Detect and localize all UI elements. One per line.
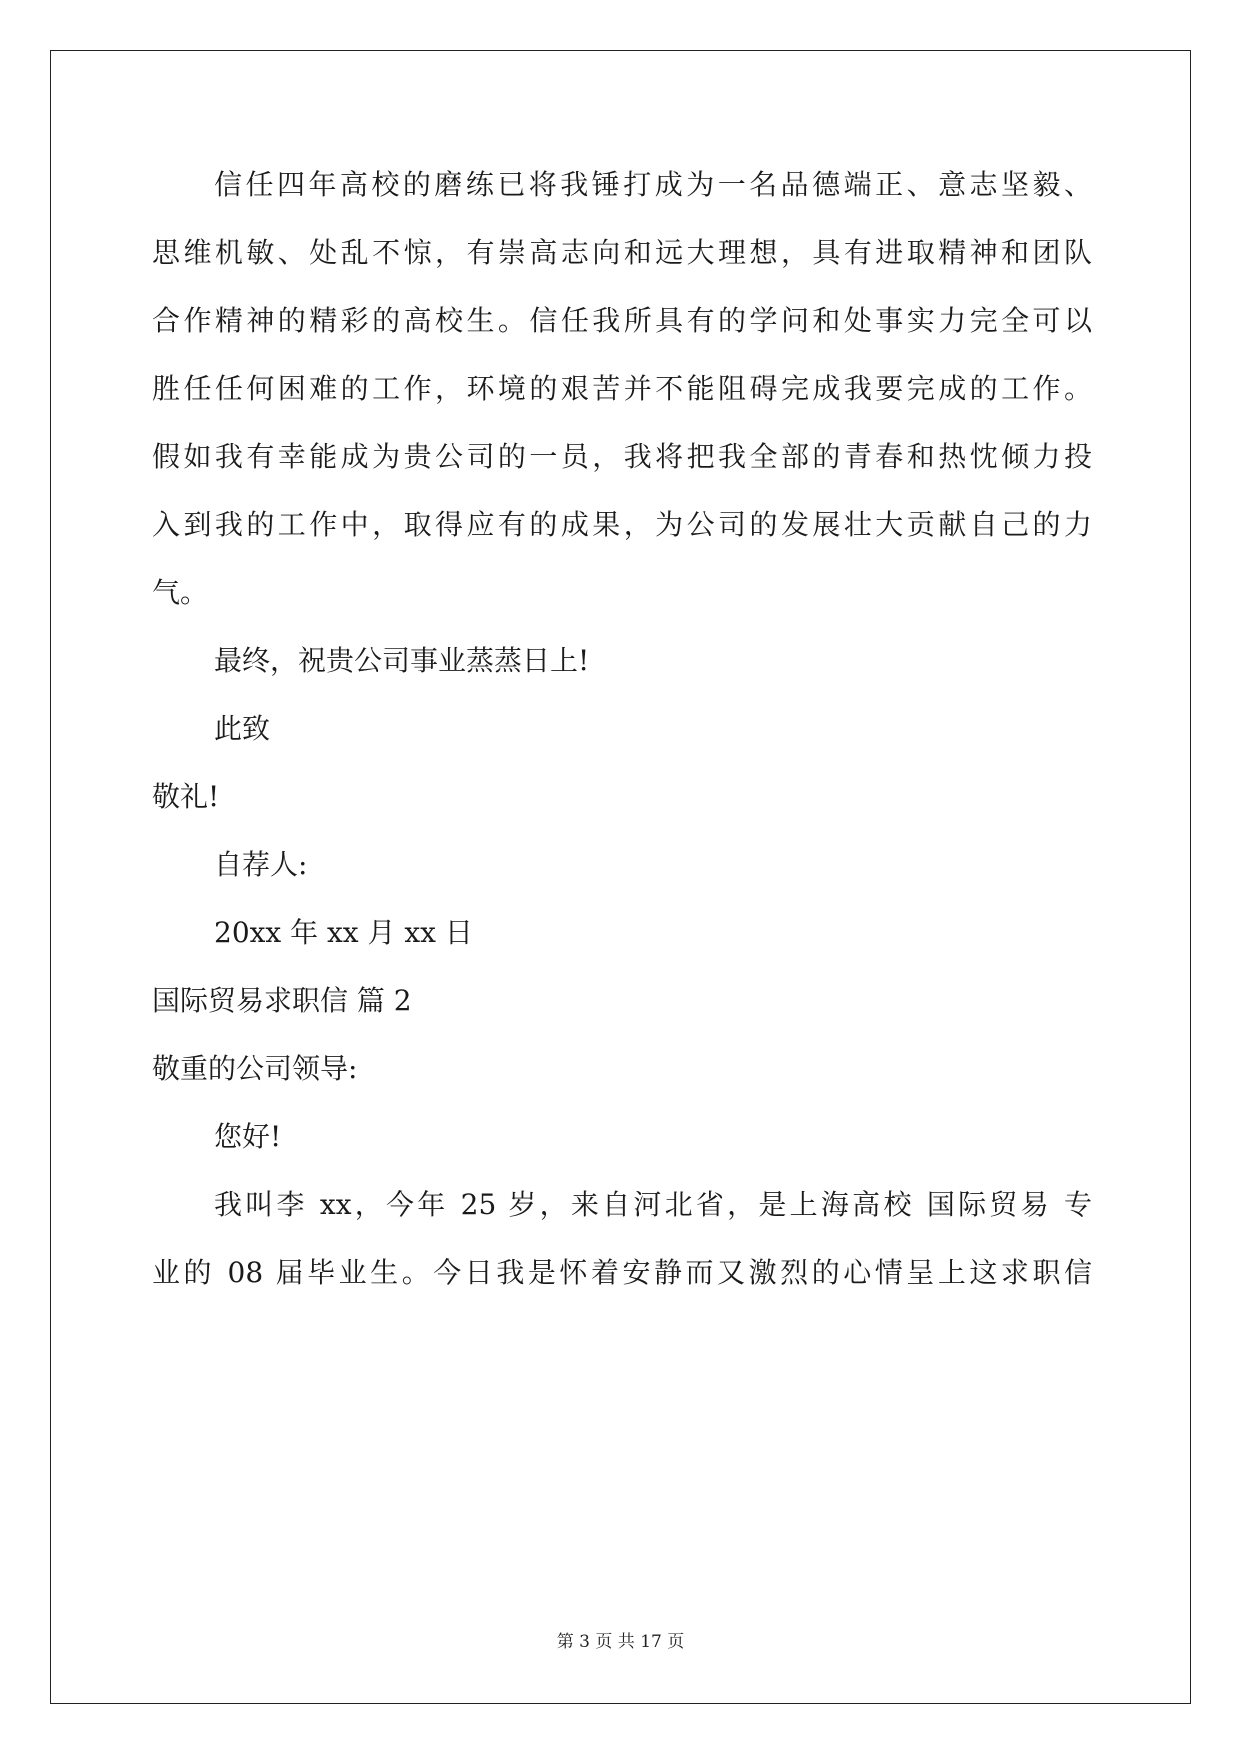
paragraph1-line-5: 假如我有幸能成为贵公司的一员，我将把我全部的青春和热忱倾力投 bbox=[152, 440, 1092, 473]
closing-wish: 最终，祝贵公司事业蒸蒸日上! bbox=[214, 644, 590, 677]
paragraph1-line-1: 信任四年高校的磨练已将我锤打成为一名品德端正、意志坚毅、 bbox=[214, 168, 1092, 201]
paragraph1-line-3: 合作精神的精彩的高校生。信任我所具有的学问和处事实力完全可以 bbox=[152, 304, 1092, 337]
page-number-footer: 第 3 页 共 17 页 bbox=[556, 1632, 685, 1652]
date-line: 20xx 年 xx 月 xx 日 bbox=[214, 916, 473, 949]
salutation-jingli: 敬礼! bbox=[152, 780, 220, 813]
paragraph1-line-4: 胜任任何困难的工作，环境的艰苦并不能阻碍完成我要完成的工作。 bbox=[152, 372, 1092, 405]
paragraph1-line-6: 入到我的工作中，取得应有的成果，为公司的发展壮大贡献自己的力 bbox=[152, 508, 1092, 541]
paragraph2-line-2: 业的 08 届毕业生。今日我是怀着安静而又激烈的心情呈上这求职信 bbox=[152, 1256, 1092, 1289]
paragraph2-line-1: 我叫李 xx，今年 25 岁，来自河北省，是上海高校 国际贸易 专 bbox=[214, 1188, 1092, 1221]
salutation-cizhi: 此致 bbox=[214, 712, 271, 745]
section-title: 国际贸易求职信 篇 2 bbox=[152, 984, 412, 1017]
hello: 您好! bbox=[214, 1120, 282, 1153]
signature-label: 自荐人: bbox=[214, 848, 308, 881]
greeting: 敬重的公司领导: bbox=[152, 1052, 358, 1085]
paragraph1-line-7: 气。 bbox=[152, 576, 209, 609]
paragraph1-line-2: 思维机敏、处乱不惊，有崇高志向和远大理想，具有进取精神和团队 bbox=[152, 236, 1092, 269]
